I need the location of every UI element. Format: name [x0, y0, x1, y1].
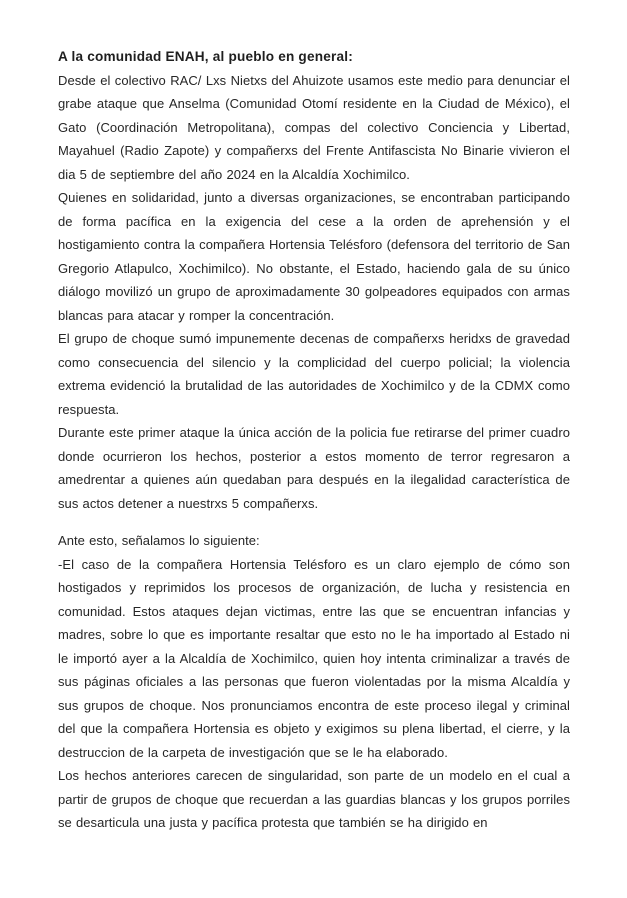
paragraph: El grupo de choque sumó impunemente decenas de compañerxs heridxs de gravedad como consecuencia del silencio y la complicidad del cuerpo policial; la violencia extrema evidenció la brutalidad de las autoridades de Xochimilco y de la CDMX como respuesta. [58, 331, 570, 417]
document-body [58, 69, 570, 835]
paragraph: -El caso de la compañera Hortensia Telésforo es un claro ejemplo de cómo son hostigados y reprimidos los procesos de organización, de lucha y resistencia en comunidad. Estos ataques dejan victimas, entre las que se encuentran infancias y madres, sobre lo que es importante resaltar que esto no le ha importado al Estado ni le importó ayer a la Alcaldía de Xochimilco, quien hoy intenta criminalizar a través de sus páginas oficiales a las personas que fueron violentadas por la misma Alcaldía y sus grupos de choque. Nos pronunciamos encontra de este proceso ilegal y criminal del que la compañera Hortensia es objeto y exigimos su plena libertad, el cierre, y la destruccion de la carpeta de investigación que se le ha elaborado. [58, 556, 570, 760]
document-heading: A la comunidad ENAH, al pueblo en general: [58, 49, 353, 64]
paragraph: Quienes en solidaridad, junto a diversas organizaciones, se encontraban participando de forma pacífica en la exigencia del cese a la orden de aprehensión y el hostigamiento contra la compañera Hortensia Telésforo (defensora del territorio de San Gregorio Atlapulco, Xochimilco). No obstante, el Estado, haciendo gala de su único diálogo movilizó un grupo de aproximadamente 30 golpeadores equipados con armas blancas para atacar y romper la concentración. [58, 190, 570, 323]
paragraph: Durante este primer ataque la única acción de la policia fue retirarse del primer cuadro donde ocurrieron los hechos, posterior a estos momento de terror regresaron a amedrentar a quienes aún quedaban para después en la ilegalidad característica de sus actos detener a nuestrxs 5 compañerxs. [58, 425, 570, 511]
paragraph: Ante esto, señalamos lo siguiente: [58, 533, 260, 548]
paragraph: Los hechos anteriores carecen de singularidad, son parte de un modelo en el cual a partir de grupos de choque que recuerdan a las guardias blancas y los grupos porriles se desarticula una justa y pacífica protesta que también se ha dirigido en [58, 768, 570, 830]
paragraph: Desde el colectivo RAC/ Lxs Nietxs del Ahuizote usamos este medio para denunciar el grabe ataque que Anselma (Comunidad Otomí residente en la Ciudad de México), el Gato (Coordinación Metropolitana), compas del colectivo Conciencia y Libertad, Mayahuel (Radio Zapote) y compañerxs del Frente Antifascista No Binarie vivieron el dia 5 de septiembre del año 2024 en la Alcaldía Xochimilco. [58, 72, 570, 182]
